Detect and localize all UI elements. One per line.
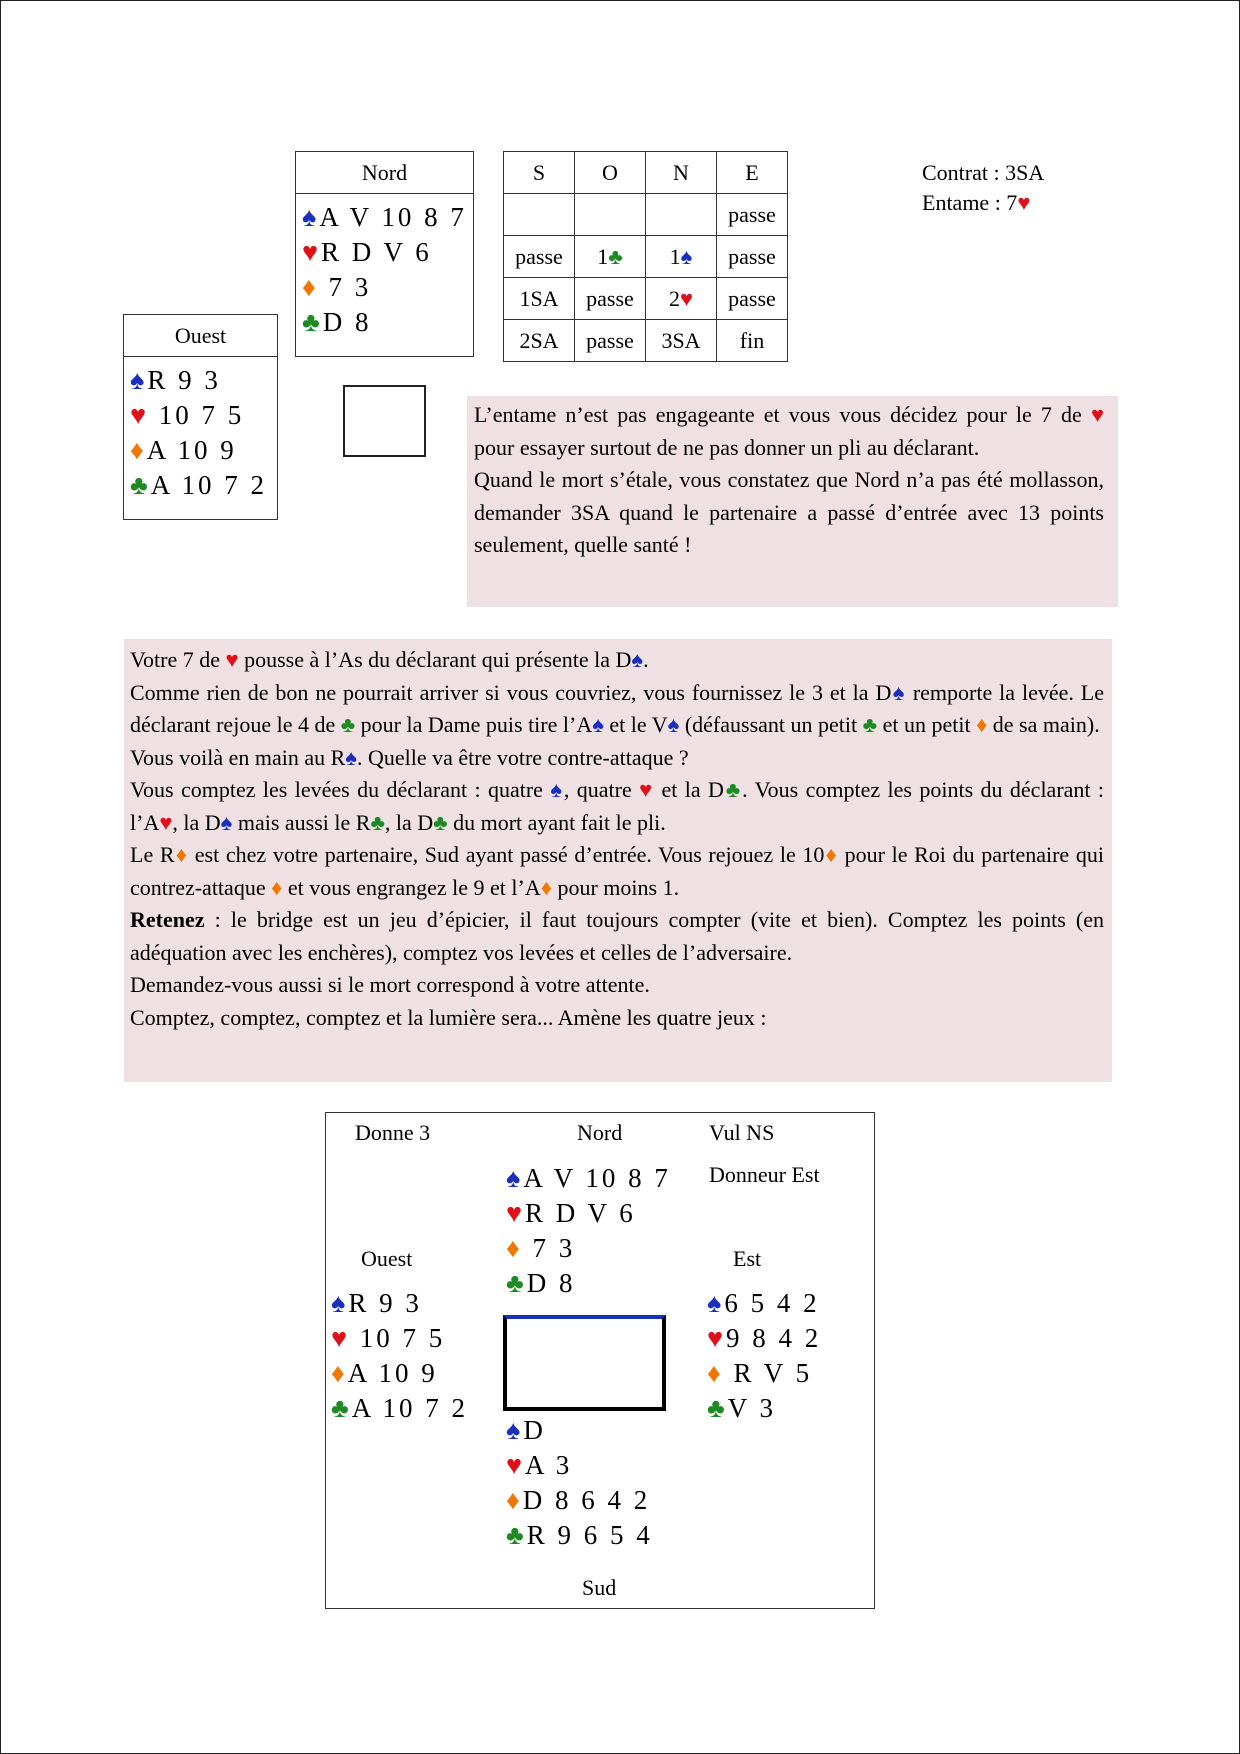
table-square: [343, 385, 426, 457]
bid-cell: passe: [575, 320, 646, 362]
deal-east-label: Est: [733, 1246, 762, 1271]
west-diamonds: ♦ A 10 9: [130, 433, 271, 468]
west-spades: ♠ R 9 3: [130, 363, 271, 398]
heart-icon: ♥: [302, 237, 319, 267]
club-icon: ♣: [340, 712, 356, 737]
intro-paragraph-2: Quand le mort s’étale, vous constatez que Nord n’a pas été mollasson, demander 3SA quand le partenaire a passé d’entrée avec 13 points seulement, quelle santé !: [474, 467, 1104, 557]
bid-cell: passe: [504, 236, 575, 278]
spade-icon: ♠: [506, 1415, 521, 1445]
bid-cell: passe: [717, 236, 788, 278]
south-spades: ♠ D: [506, 1413, 653, 1448]
north-spades: ♠ A V 10 8 7: [302, 200, 467, 235]
deal-south-label: Sud: [582, 1575, 617, 1600]
spade-icon: ♠: [680, 243, 693, 269]
spade-icon: ♠: [707, 1288, 722, 1318]
bid-cell: 1♠: [646, 236, 717, 278]
deal-table-rect: [503, 1315, 666, 1411]
north-diamonds: ♦ 7 3: [302, 270, 467, 305]
analysis-text-panel: [124, 639, 1112, 1082]
club-icon: ♣: [862, 712, 878, 737]
club-icon: ♣: [506, 1520, 524, 1550]
contract-info: [922, 158, 1044, 218]
bidding-row: [504, 278, 788, 320]
deal-west-label: Ouest: [361, 1246, 413, 1271]
bid-cell: 2SA: [504, 320, 575, 362]
analysis-paragraph: Votre 7 de ♥ pousse à l’As du déclarant qui présente la D♠.: [130, 647, 649, 672]
west-hearts: ♥ 10 7 5: [130, 398, 271, 433]
deal-north-label: Nord: [577, 1120, 623, 1145]
spade-icon: ♠: [506, 1163, 521, 1193]
heart-icon: ♥: [1090, 402, 1104, 427]
club-icon: ♣: [723, 777, 743, 802]
analysis-paragraph: Le R♦ est chez votre partenaire, Sud ayant passé d’entrée. Vous rejouez le 10♦ pour le Roi du partenaire qui contrez-attaque ♦ et vous engrangez le 9 et l’A♦ pour moins 1.: [130, 842, 1104, 900]
deal-east-hand: [707, 1286, 821, 1426]
club-icon: ♣: [302, 307, 320, 337]
west-hand-title: Ouest: [124, 315, 277, 357]
diamond-icon: ♦: [302, 272, 316, 302]
north-diamonds: ♦ 7 3: [506, 1231, 671, 1266]
west-hand-box: [123, 314, 278, 520]
bid-cell: 3SA: [646, 320, 717, 362]
heart-icon: ♥: [1017, 190, 1031, 215]
bidding-row: [504, 320, 788, 362]
heart-icon: ♥: [159, 809, 173, 835]
bidding-header-row: [504, 152, 788, 194]
heart-icon: ♥: [639, 777, 655, 802]
analysis-paragraph: Demandez-vous aussi si le mort correspond à votre attente.: [130, 972, 650, 997]
north-clubs: ♣ D 8: [302, 305, 467, 340]
spade-icon: ♠: [631, 647, 644, 672]
diamond-icon: ♦: [331, 1358, 345, 1388]
deal-number: Donne 3: [355, 1120, 431, 1145]
bidding-row: [504, 236, 788, 278]
south-hearts: ♥ A 3: [506, 1448, 653, 1483]
bid-cell: fin: [717, 320, 788, 362]
intro-paragraph-1: L’entame n’est pas engageante et vous vous décidez pour le 7 de ♥ pour essayer surtout de ne pas donner un pli au déclarant.: [474, 402, 1104, 460]
club-icon: ♣: [707, 1393, 725, 1423]
spade-icon: ♠: [891, 679, 906, 705]
deal-south-hand: [506, 1413, 653, 1553]
club-icon: ♣: [608, 243, 623, 269]
bid-cell: [646, 194, 717, 236]
west-spades: ♠ R 9 3: [331, 1286, 468, 1321]
analysis-paragraph: Comptez, comptez, comptez et la lumière sera... Amène les quatre jeux :: [130, 1004, 767, 1030]
diamond-icon: ♦: [824, 842, 838, 867]
north-hearts: ♥ R D V 6: [302, 235, 467, 270]
vulnerability: Vul NS: [709, 1120, 775, 1145]
north-spades: ♠ A V 10 8 7: [506, 1161, 671, 1196]
heart-icon: ♥: [331, 1323, 348, 1353]
bid-cell: 1♣: [575, 236, 646, 278]
diamond-icon: ♦: [174, 842, 189, 867]
north-hearts: ♥ R D V 6: [506, 1196, 671, 1231]
analysis-paragraph: Vous voilà en main au R♠. Quelle va être votre contre-attaque ?: [130, 744, 689, 770]
club-icon: ♣: [370, 809, 385, 835]
analysis-paragraph: Comme rien de bon ne pourrait arriver si vous couvriez, vous fournissez le 3 et la D♠ remporte la levée. Le déclarant rejoue le 4 de ♣ pour la Dame puis tire l’A♠ et le V♠ (défaussant un petit ♣ et un petit ♦ de sa main).: [130, 679, 1104, 737]
west-diamonds: ♦ A 10 9: [331, 1356, 468, 1391]
west-clubs: ♣ A 10 7 2: [130, 468, 271, 503]
bid-cell: passe: [575, 278, 646, 320]
heart-icon: ♥: [506, 1450, 523, 1480]
intro-text-panel: [467, 396, 1118, 607]
analysis-paragraph: Vous comptez les levées du déclarant : quatre ♠, quatre ♥ et la D♣. Vous comptez les points du déclarant : l’A♥, la D♠ mais aussi le R♣, la D♣ du mort ayant fait le pli.: [130, 777, 1105, 835]
bid-header-o: O: [575, 152, 646, 194]
west-clubs: ♣ A 10 7 2: [331, 1391, 468, 1426]
bid-cell: 2♥: [646, 278, 717, 320]
spade-icon: ♠: [592, 712, 604, 737]
diamond-icon: ♦: [130, 435, 144, 465]
south-diamonds: ♦ D 8 6 4 2: [506, 1483, 653, 1518]
diamond-icon: ♦: [540, 874, 552, 900]
bid-cell: [575, 194, 646, 236]
bid-cell: [504, 194, 575, 236]
west-hearts: ♥ 10 7 5: [331, 1321, 468, 1356]
diamond-icon: ♦: [976, 712, 988, 737]
contract-line: Contrat : 3SA: [922, 160, 1045, 185]
club-icon: ♣: [506, 1268, 524, 1298]
heart-icon: ♥: [506, 1198, 523, 1228]
spade-icon: ♠: [345, 744, 357, 770]
dealer: Donneur Est: [709, 1162, 820, 1187]
club-icon: ♣: [130, 470, 148, 500]
spade-icon: ♠: [302, 202, 317, 232]
east-diamonds: ♦ R V 5: [707, 1356, 821, 1391]
bid-header-s: S: [504, 152, 575, 194]
south-clubs: ♣ R 9 6 5 4: [506, 1518, 653, 1553]
lead-line: Entame : 7♥: [922, 190, 1031, 215]
heart-icon: ♥: [679, 285, 694, 311]
bid-header-n: N: [646, 152, 717, 194]
diamond-icon: ♦: [506, 1485, 520, 1515]
diamond-icon: ♦: [271, 874, 283, 900]
bidding-table: [503, 151, 788, 362]
bidding-row: [504, 194, 788, 236]
spade-icon: ♠: [331, 1288, 346, 1318]
north-clubs: ♣ D 8: [506, 1266, 671, 1301]
heart-icon: ♥: [130, 400, 147, 430]
east-clubs: ♣ V 3: [707, 1391, 821, 1426]
spade-icon: ♠: [130, 365, 145, 395]
diamond-icon: ♦: [707, 1358, 721, 1388]
spade-icon: ♠: [220, 809, 233, 835]
north-hand-box: [295, 151, 474, 357]
east-hearts: ♥ 9 8 4 2: [707, 1321, 821, 1356]
north-hand-title: Nord: [296, 152, 473, 194]
deal-west-hand: [331, 1286, 468, 1426]
analysis-paragraph: Retenez : le bridge est un jeu d’épicier, il faut toujours compter (vite et bien). Comptez les points (en adéquation avec les enchères), comptez vos levées et celles de l’adversaire.: [130, 907, 1104, 965]
deal-north-hand: [506, 1161, 671, 1301]
bid-header-e: E: [717, 152, 788, 194]
bid-cell: passe: [717, 278, 788, 320]
diamond-icon: ♦: [506, 1233, 520, 1263]
club-icon: ♣: [433, 809, 448, 835]
spade-icon: ♠: [550, 777, 564, 802]
heart-icon: ♥: [225, 647, 239, 672]
club-icon: ♣: [331, 1393, 349, 1423]
bid-cell: 1SA: [504, 278, 575, 320]
east-spades: ♠ 6 5 4 2: [707, 1286, 821, 1321]
bid-cell: passe: [717, 194, 788, 236]
spade-icon: ♠: [667, 712, 680, 737]
heart-icon: ♥: [707, 1323, 724, 1353]
